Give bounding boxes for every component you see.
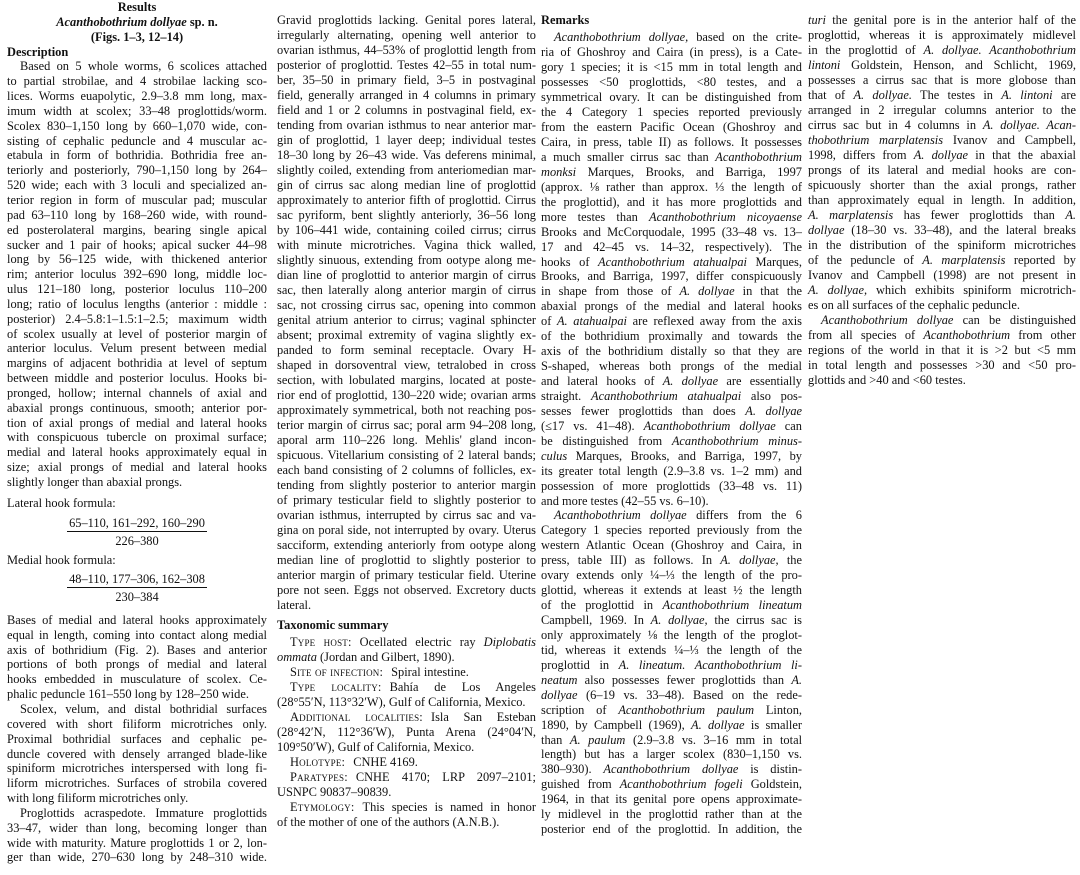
paragraph: [808, 13, 1076, 313]
text-line: 1998, differs from A. dollyae in that the abaxial: [808, 147, 1076, 162]
text-line: only approximately ⅛ the length of the proglot-: [541, 627, 802, 642]
text-line: Acanthobothrium dollyae can be distinguished: [821, 312, 1076, 327]
text-line: ovarian isthmus, interrupted by cirrus sac and va-: [277, 507, 536, 522]
formula-denominator: 226–380: [115, 533, 159, 548]
field-label: Paratypes:: [290, 769, 348, 784]
text-line: Based on 5 whole worms, 6 scolices attached: [20, 59, 267, 74]
text-line: genital atrium anterior to cirrus; vaginal sphincter: [277, 312, 536, 327]
text-line: USNPC 90837–90839.: [277, 784, 392, 799]
text-line: anterior loculus. Velum present between medial: [7, 341, 267, 356]
text-line: phalic peduncle 161–550 long by 128–250 wide.: [7, 687, 249, 702]
field-label: Site of infection:: [290, 664, 384, 679]
text-line: ovary extends only ¼–⅓ the length of the pro-: [541, 568, 802, 583]
text-line: 380–930). Acanthobothrium dollyae is distin-: [541, 762, 802, 777]
text-line: panded to form seminal receptacle. Ovary H-: [277, 342, 536, 357]
text-line: gin of proglottid, 1 layer deep; individual testes: [277, 132, 536, 147]
text-line: tending from slightly posterior to anterior margin: [277, 477, 536, 492]
text-line: tion of axial prongs of medial and lateral hooks: [7, 415, 267, 430]
text-line: proglottid, whereas it is approximately midlevel: [808, 27, 1076, 42]
article-title: [7, 0, 267, 45]
summary-etymology: [277, 800, 536, 830]
text-line: ber, 35–50 in primary field, 3–5 in postvaginal: [277, 72, 536, 87]
text-line: dollyae (18–30 vs. 33–48), and the lateral breaks: [808, 222, 1076, 237]
text-line: median line of proglottid to slightly posterior to: [277, 552, 536, 567]
text-line: dollyae (6–19 vs. 33–48). Based on the rede-: [541, 687, 802, 702]
text-line: Lateral hook formula:: [7, 495, 116, 510]
text-line: neatum also possesses fewer proglottids than A.: [541, 672, 802, 687]
paragraph: [541, 508, 802, 837]
text-line: each band consisting of 2 columns of follicles, ex-: [277, 462, 536, 477]
text-line: pronged, hollow; internal channels of axial and: [7, 385, 267, 400]
text-line: Type locality: Bahía de Los Angeles: [290, 679, 536, 694]
text-line: sac, then laterally along anterior margin of cirrus: [277, 282, 536, 297]
text-line: regions of the world in that it is >2 but <5 mm: [808, 342, 1076, 357]
text-line: Acanthobothrium dollyae differs from the 6: [554, 508, 802, 523]
text-line: of the mother of one of the authors (A.N.B.).: [277, 814, 500, 829]
text-line: hooks embedded in musculature of scolex. Ce-: [7, 672, 267, 687]
text-line: posterior of proglottid. Testes 42–55 in total num-: [277, 57, 536, 72]
text-line: Campbell, 1969. In A. dollyae, the cirrus sac is: [541, 613, 802, 627]
text-line: length) but has a larger scolex (830–1,150 vs.: [541, 747, 802, 762]
text-line: dian line of proglottid to anterior margin of cirrus: [277, 267, 536, 282]
text-line: ria of Ghoshroy and Caira (in press), is a Cate-: [541, 45, 802, 60]
text-line: Gravid proglottids lacking. Genital pores lateral,: [277, 12, 536, 27]
formula-numerator: 48–110, 177–306, 162–308: [69, 572, 205, 587]
text-line: slightly coiled, extending from anteriomedian mar-: [277, 162, 536, 177]
text-line: symmetrical ovary. It can be distinguished from: [541, 90, 802, 105]
text-line: Type host: Ocellated electric ray Diplobatis: [290, 634, 536, 649]
field-label: Type host:: [290, 634, 352, 649]
text-line: S-shaped, whereas both prongs of the medial: [541, 359, 802, 374]
text-line: Category 1 species reported previously from the: [541, 523, 802, 538]
field-label: Etymology:: [290, 799, 355, 814]
text-line: wide with maturity. Mature proglottids 1 or 2, lon-: [7, 835, 267, 850]
summary-type-host: [277, 635, 536, 665]
text-line: Site of infection: Spiral intestine.: [290, 664, 469, 679]
text-line: absent; proximal extremity of vagina slightly ex-: [277, 327, 536, 342]
text-line: lintoni Goldstein, Henson, and Schlicht, 1969,: [808, 57, 1076, 72]
text-line: irregularly alternating, opening well anterior to: [277, 27, 536, 42]
text-line: sacciform, extending anteriorly from ootype along: [277, 537, 536, 552]
summary-site-of-infection: [277, 665, 536, 680]
column-4: [808, 13, 1076, 388]
text-line: anterior margin of primary testicular field. Uterine: [277, 567, 536, 582]
text-line: Bases of medial and lateral hooks approximately: [7, 612, 267, 627]
text-line: (28°55′N, 113°32′W), Gulf of California, Mexico.: [277, 694, 526, 709]
text-line: by 106–441 wide, containing coiled cirrus; cirrus: [277, 222, 536, 237]
text-line: Acanthobothrium dollyae sp. n.: [56, 14, 218, 29]
text-line: long by 56–125 wide, with thickened anterior: [7, 252, 267, 267]
text-line: of A. atahualpai are reflexed away from the axis: [541, 314, 802, 329]
text-line: (approx. ⅛ rather than approx. ⅓ the length of: [541, 179, 802, 194]
text-line: of primary testicular field to slightly posterior to: [277, 492, 536, 507]
text-line: Results: [117, 0, 157, 14]
text-line: Brooks and McCorquodale, 1995 (33–48 vs. 13–: [541, 224, 802, 239]
text-line: glottid, whereas it extends at least ½ the length: [541, 583, 802, 598]
text-line: terior margin of cirrus sac; poral arm 94–208 long,: [277, 417, 536, 432]
text-line: to partial strobilae, and 4 strobilae lacking sco-: [7, 74, 267, 89]
text-line: ger than wide, 270–630 long by 248–310 wide.: [7, 850, 267, 865]
text-line: of the bothridium proximally and towards the: [541, 329, 802, 344]
paragraph: [7, 613, 267, 702]
text-line: pad 63–110 long by 168–260 wide, with round-: [7, 207, 267, 222]
text-line: A. marplatensis has fewer proglottids than A.: [808, 207, 1076, 222]
paragraph: [277, 13, 536, 613]
text-line: and lateral hooks of A. dollyae are essentially: [541, 374, 802, 388]
text-line: posterior) 2.4–5.8:1–1.5:1–2.5; maximum width: [7, 311, 267, 326]
text-line: Medial hook formula:: [7, 553, 116, 568]
text-line: 1890, by Campbell (1969), A. dollyae is smaller: [541, 717, 802, 732]
text-line: ommata (Jordan and Gilbert, 1890).: [277, 649, 455, 664]
text-line: from all species of Acanthobothrium from other: [808, 327, 1076, 342]
text-line: lices. Worms euapolytic, 2.9–3.8 mm long, max-: [7, 89, 267, 104]
section-heading-taxonomic-summary: [277, 618, 536, 633]
text-line: a much smaller cirrus sac than Acanthobothrium: [541, 149, 802, 164]
paragraph: [541, 30, 802, 508]
text-line: the proglottid), and it has more proglottids and: [541, 194, 802, 209]
field-label: Additional localities:: [290, 709, 423, 724]
text-line: of scolex usually at level of posterior margin of: [7, 326, 267, 341]
column-2: [277, 13, 536, 830]
medial-hook-formula: [7, 572, 267, 605]
text-line: sisting of cephalic peduncle and 4 muscular ac-: [7, 133, 267, 148]
text-line: scription of Acanthobothrium paulum Linton,: [541, 702, 802, 717]
text-line: possesses <50 proglottids, <80 testes, and a: [541, 75, 802, 90]
text-line: posterior end of the proglottid. In addition, the: [541, 822, 802, 837]
text-line: axis of the bothridium distally so that they are: [541, 344, 802, 359]
text-line: terior region in form of muscular pad; muscular: [7, 192, 267, 207]
text-line: 18–30 long by 26–43 wide. Vas deferens minimal,: [277, 147, 536, 162]
lateral-hook-formula: [7, 516, 267, 549]
text-line: Etymology: This species is named in honor: [290, 799, 536, 814]
text-line: culus Marques, Brooks, and Barriga, 1997, by: [541, 448, 802, 463]
text-line: abaxial prongs continuous, smooth; anterior por-: [7, 400, 267, 415]
text-line: long; ratio of loculus lengths (anterior : middle :: [7, 296, 267, 311]
text-line: equal in length, coming into contact along medial: [7, 627, 267, 642]
text-line: between middle and posterior loculus. Hooks bi-: [7, 371, 267, 386]
text-line: gina on poral side, not interrupted by ovary. Uterus: [277, 522, 536, 537]
text-line: of the proglottid in Acanthobothrium lineatum: [541, 598, 802, 613]
text-line: section, with lobulated margins, located at poste-: [277, 372, 536, 387]
paragraph: [7, 806, 267, 865]
text-line: spicuously shorter than the axial prongs, rather: [808, 177, 1076, 192]
text-line: teriorly and posteriorly, 790–1,150 long by 264–: [7, 163, 267, 178]
text-line: Brooks, and Barriga, 1997, differ conspicuously: [541, 269, 802, 284]
summary-paratypes: [277, 770, 536, 800]
text-line: rim; anterior loculus 392–690 long, middle loc-: [7, 267, 267, 282]
field-label: Holotype:: [290, 754, 346, 769]
text-line: 109°50′W), Gulf of California, Mexico.: [277, 739, 475, 754]
text-line: axis of bothridium (Fig. 2). Bases and anterior: [7, 642, 267, 657]
formula-numerator: 65–110, 161–292, 160–290: [69, 515, 205, 530]
text-line: ly midlevel in the proglottid rather than at the: [541, 807, 802, 822]
paragraph: [808, 313, 1076, 388]
text-line: more testes than Acanthobothrium nicoyaense: [541, 209, 802, 224]
text-line: Holotype: CNHE 4169.: [290, 754, 418, 769]
paragraph: [7, 702, 267, 806]
text-line: 1964, in that its genital pore opens approximate-: [541, 792, 802, 807]
text-line: margins of adjacent bothridia at level of septum: [7, 356, 267, 371]
text-line: rior end of proglottid, 130–220 wide; ovarian arms: [277, 387, 536, 402]
text-line: es on all surfaces of the cephalic peduncle.: [808, 297, 1020, 312]
text-line: medial and lateral hooks approximately equal in: [7, 445, 267, 460]
text-line: field and 1 or 2 columns in postvaginal field, ex-: [277, 102, 536, 117]
text-line: field, generally arranged in 4 columns in primary: [277, 87, 536, 102]
column-1: [7, 0, 267, 865]
lateral-hook-formula-label: [7, 496, 267, 511]
text-line: tending from ovarian isthmus to near anterior mar-: [277, 117, 536, 132]
text-line: 33–47, wider than long, becoming longer than: [7, 820, 267, 835]
text-line: ovarian isthmus, 44–53% of proglottid length from: [277, 42, 536, 57]
text-line: Paratypes: CNHE 4170; LRP 2097–2101;: [290, 769, 536, 784]
text-line: cirrus sac but in 4 columns in A. dollyae. Acan-: [808, 117, 1076, 132]
text-line: shaped in dorsoventral view, tetralobed in cross: [277, 357, 536, 372]
text-line: glottids and >40 and <60 testes.: [808, 372, 966, 387]
section-heading-remarks: [541, 13, 802, 28]
text-line: gory 1 species; it is <15 mm in total length and: [541, 60, 802, 75]
text-line: sac pyriform, bent slightly anteriorly, 36–56 long: [277, 207, 536, 222]
formula-denominator: 230–384: [115, 590, 159, 605]
text-line: guished from Acanthobothrium fogeli Goldstein,: [541, 777, 802, 792]
text-line: 17 and 42–45 vs. 14–32, respectively). The: [541, 239, 802, 254]
text-line: covered with short filiform microtriches only.: [7, 716, 267, 731]
summary-additional-localities: [277, 710, 536, 755]
text-line: pore not seen. Eggs not observed. Excretory ducts: [277, 582, 536, 597]
text-line: spiniform microtriches interspersed with long fi-: [7, 761, 267, 776]
text-line: (28°42′N, 112°36′W), Punta Arena (24°04′N,: [277, 724, 536, 739]
text-line: with minute microtriches. Vagina thick walled,: [277, 237, 536, 252]
text-line: Acanthobothrium dollyae, based on the crite-: [554, 30, 802, 45]
text-line: tid, whereas it extends ¼–⅓ the length of the: [541, 642, 802, 657]
text-line: with conspicuous tubercle on proximal surface;: [7, 430, 267, 445]
text-line: monksi Marques, Brooks, and Barriga, 1997: [541, 164, 802, 179]
text-line: in the proglottid of A. dollyae. Acanthobothrium: [808, 42, 1076, 57]
text-line: prongs of its lateral and medial hooks are con-: [808, 162, 1076, 177]
text-line: sesses fewer proglottids than does A. dollyae: [541, 403, 803, 418]
text-line: the 4 Category 1 species reported previously: [541, 105, 802, 120]
text-line: slightly longer than abaxial prongs.: [7, 475, 183, 489]
text-line: duncle covered with densely arranged blade-like: [7, 746, 267, 761]
text-line: hooks of Acanthobothrium atahualpai Marques,: [541, 254, 802, 269]
text-line: with long filiform microtriches only.: [7, 791, 189, 806]
text-line: and more testes (42–55 vs. 6–10).: [541, 493, 709, 508]
text-line: abaxial prongs of the medial and lateral hooks: [541, 299, 802, 314]
medial-hook-formula-label: [7, 553, 267, 568]
column-3: [541, 13, 802, 838]
text-line: etabula in form of bothridia. Bothridia free an-: [7, 148, 267, 163]
text-line: Additional localities: Isla San Esteban: [290, 709, 536, 724]
text-line: ulus 121–180 long, posterior loculus 110–200: [7, 282, 267, 297]
text-line: straight. Acanthobothrium atahualpai also pos-: [541, 388, 802, 403]
text-line: Proximal bothridial surfaces and cephalic pe-: [7, 731, 267, 746]
text-line: slightly sinuous, extending from ootype along me-: [277, 252, 536, 267]
text-line: imum width at scolex; 33–48 proglottids/worm.: [7, 103, 267, 118]
text-line: sucker and 1 pair of hooks; apical sucker 44–98: [7, 237, 267, 252]
text-line: lateral.: [277, 597, 312, 612]
text-line: press, table III) as follows. In A. dollyae, the: [541, 553, 802, 568]
paragraph: [7, 59, 267, 489]
text-line: be distinguished from Acanthobothrium minus-: [541, 433, 802, 448]
text-line: western Atlantic Ocean (Ghoshroy and Caira, in: [541, 538, 802, 553]
text-line: thobothrium marplatensis Ivanov and Campbell,: [808, 132, 1076, 147]
text-line: (≤17 vs. 41–48). Acanthobothrium dollyae can: [541, 418, 802, 433]
text-line: that of A. dollyae. The testes in A. lintoni are: [808, 87, 1076, 102]
text-line: Description: [7, 44, 69, 59]
text-line: Caira, in press, table II) as follows. It possesses: [541, 135, 802, 149]
text-line: Taxonomic summary: [277, 617, 389, 632]
text-line: arranged in 2 irregular columns anterior to the: [808, 102, 1076, 117]
text-line: (Figs. 1–3, 12–14): [90, 29, 184, 44]
text-line: of the peduncle of A. marplatensis reported by: [808, 252, 1076, 267]
text-line: than A. paulum (2.9–3.8 vs. 3–16 mm in total: [541, 732, 803, 747]
text-line: portions of both prongs of medial and lateral: [7, 657, 267, 672]
summary-type-locality: [277, 680, 536, 710]
text-line: Ivanov and Campbell (1998) are not present in: [808, 267, 1076, 282]
text-line: size; axial prongs of medial and lateral hooks: [7, 460, 267, 475]
text-line: liform microtriches. Surfaces of strobila covered: [7, 776, 267, 791]
text-line: sac, not crossing cirrus sac, opening into common: [277, 297, 536, 312]
text-line: in the distribution of the spiniform microtriches: [808, 237, 1076, 252]
text-line: Scolex, velum, and distal bothridial surfaces: [20, 701, 267, 716]
text-line: Scolex 830–1,150 long by 660–1,070 wide, con-: [7, 118, 267, 133]
text-line: aporal arm 110–226 long. Mehlis' gland incon-: [277, 432, 536, 447]
text-line: in shape from those of A. dollyae in that the: [541, 284, 803, 299]
summary-holotype: [277, 755, 536, 770]
text-line: than approximately equal in length. In addition,: [808, 192, 1076, 207]
text-line: A. dollyae, which exhibits spiniform microtrich-: [808, 282, 1076, 297]
text-line: approximately to anterior fifth of proglottid. Cirrus: [277, 192, 536, 207]
section-heading-description: [7, 45, 267, 60]
text-line: proglottid in A. lineatum. Acanthobothrium li-: [541, 657, 802, 672]
text-line: from the eastern Pacific Ocean (Ghoshroy and: [541, 120, 802, 135]
text-line: Proglottids acraspedote. Immature proglottids: [20, 805, 267, 820]
text-line: in total length and possesses >30 and <50 pro-: [808, 357, 1076, 372]
text-line: 520 wide; each with 3 loculi and specialized an-: [7, 178, 267, 193]
text-line: possession of more proglottids (33–48 vs. 11): [541, 478, 802, 493]
text-line: possesses a cirrus sac that is more globose than: [808, 72, 1076, 87]
text-line: approximately symmetrical, both not reaching pos-: [277, 402, 536, 417]
text-line: its greater total length (2.9–3.8 vs. 1–2 mm) and: [541, 463, 802, 478]
text-line: turi the genital pore is in the anterior half of the: [808, 12, 1076, 27]
text-line: gin of cirrus sac along median line of proglottid: [277, 177, 536, 192]
text-line: Remarks: [541, 12, 590, 27]
text-line: ed posterolateral margins, bearing single apical: [7, 222, 267, 237]
field-label: Type locality:: [290, 679, 382, 694]
text-line: spicuous. Vitellarium consisting of 2 lateral bands;: [277, 447, 536, 462]
